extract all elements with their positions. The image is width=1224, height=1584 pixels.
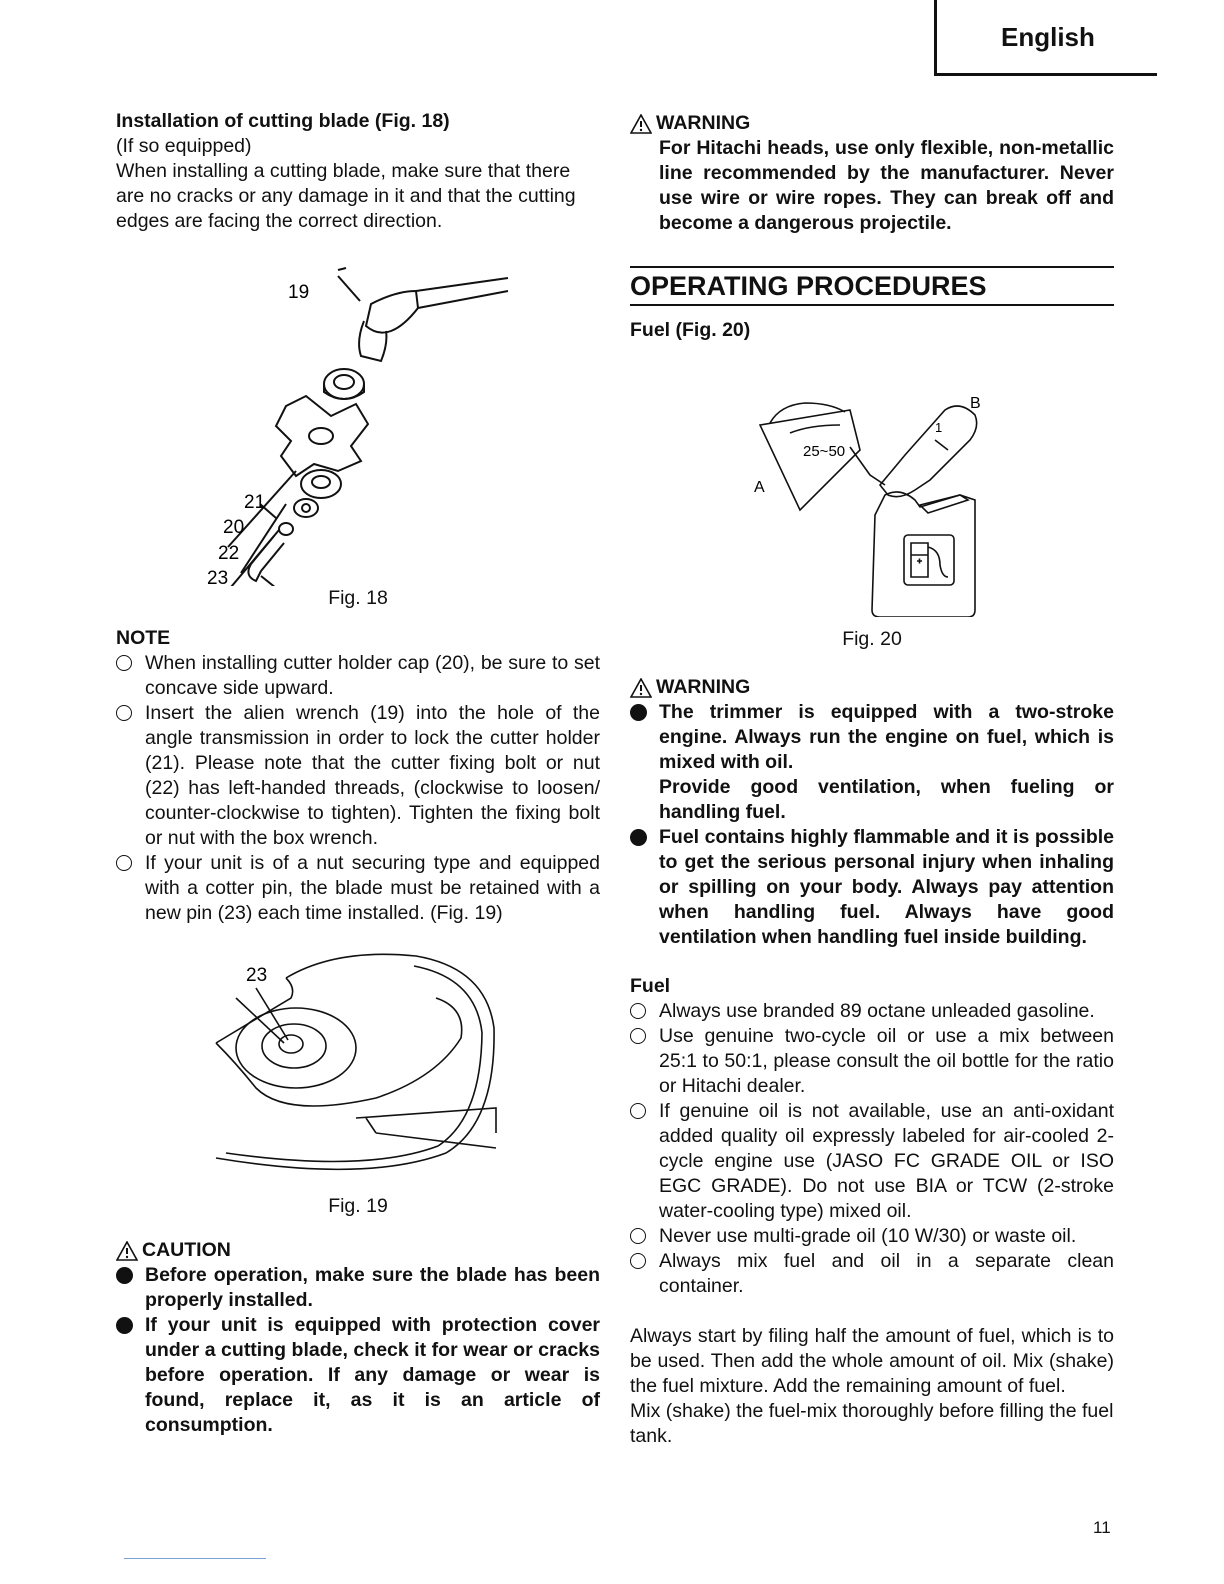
note-item: If your unit is of a nut securing type and equipped with a cotter pin, the blade must be retained with a new pin (23) each time installed. (Fig. 19) [116, 851, 600, 926]
warning1-text: For Hitachi heads, use only flexible, non-metallic line recommended by the manufacturer. Never use wire or wire ropes. They can break off and become a dangerous projectile. [659, 137, 1114, 234]
fig18-drawing [116, 246, 600, 586]
install-heading: Installation of cutting blade (Fig. 18) [116, 110, 450, 132]
warning2-list [630, 700, 1114, 950]
fig20-drawing [630, 355, 1114, 617]
fuel-list [630, 999, 1114, 1299]
figure-19 [116, 948, 600, 1224]
fig18-label-20: 20 [223, 517, 245, 538]
warning2-item: Fuel contains highly flammable and it is possible to get the serious personal injury when inhaling or spilling on your body. Always pay attention when handling fuel. Always have good ventilation when handling fuel inside building. [630, 825, 1114, 950]
note-heading: NOTE [116, 627, 171, 649]
fig18-label-23: 23 [207, 568, 229, 586]
note-item: Insert the alien wrench (19) into the hole of the angle transmission in order to lock the cutter holder (21). Please note that the cutter fixing bolt or nut (22) has left-handed threads, (clockwise to loosen/ counter-clockwise to tighten). Tighten the fixing bolt or nut with the box wrench. [116, 701, 600, 851]
fig20-bottle-label: 1 [935, 420, 943, 435]
language-label: English [1001, 22, 1095, 52]
fuel-item: If genuine oil is not available, use an anti-oxidant added quality oil expressly labeled for air-cooled 2-cycle engine use (JASO FC GRADE OIL or ISO EGC GRADE). Do not use BIA or TCW (2-stroke water-cooling type) mixed oil. [630, 1099, 1114, 1224]
fig18-label-19: 19 [288, 282, 310, 303]
fig18-label-21: 21 [244, 492, 266, 513]
circle-bullet-icon [630, 1028, 646, 1044]
circle-bullet-icon [116, 655, 132, 671]
warning2-item: The trimmer is equipped with a two-stroke engine. Always run the engine on fuel, which is mixed with oil. Provide good ventilation, when fueling or handling fuel. [630, 700, 1114, 825]
circle-bullet-icon [630, 1103, 646, 1119]
fig20-ratio-label: 25~50 [803, 443, 846, 460]
filled-bullet-icon [630, 704, 647, 721]
circle-bullet-icon [116, 705, 132, 721]
install-sub: (If so equipped) [116, 135, 252, 157]
section-title: OPERATING PROCEDURES [630, 266, 1114, 306]
bottom-rule [124, 1558, 266, 1559]
caution-item: Before operation, make sure the blade has been properly installed. [116, 1263, 600, 1313]
warning1-heading-row [630, 111, 1114, 136]
caution-item: If your unit is equipped with protection cover under a cutting blade, check it for wear or cracks before operation. If any damage or wear is found, replace it, as it is an article of consumption. [116, 1313, 600, 1438]
caution-heading-row [116, 1238, 600, 1263]
fuel-item: Use genuine two-cycle oil or use a mix between 25:1 to 50:1, please consult the oil bottle for the ratio or Hitachi dealer. [630, 1024, 1114, 1099]
fuel-item: Never use multi-grade oil (10 W/30) or waste oil. [630, 1224, 1114, 1249]
fig18-caption: Fig. 18 [328, 587, 388, 609]
fuel-heading: Fuel [630, 975, 671, 997]
note-list [116, 651, 600, 926]
fuel-item: Always use branded 89 octane unleaded gasoline. [630, 999, 1114, 1024]
fuel-fig-heading: Fuel (Fig. 20) [630, 319, 751, 341]
warning-triangle-icon [630, 678, 652, 698]
fig19-drawing [116, 948, 600, 1198]
warning2-heading: WARNING [656, 676, 751, 698]
warning-triangle-icon [116, 1241, 138, 1261]
warning2-heading-row [630, 675, 1114, 700]
filled-bullet-icon [116, 1267, 133, 1284]
fig20-label-a: A [754, 479, 765, 496]
fuel-paragraph-2: Mix (shake) the fuel-mix thoroughly before filling the fuel tank. [630, 1400, 1114, 1447]
warning1-heading: WARNING [656, 112, 751, 134]
fig20-label-b: B [970, 395, 981, 412]
fig19-caption: Fig. 19 [328, 1195, 388, 1217]
fuel-item: Always mix fuel and oil in a separate clean container. [630, 1249, 1114, 1299]
circle-bullet-icon [116, 855, 132, 871]
language-tab [934, 0, 1157, 76]
filled-bullet-icon [630, 829, 647, 846]
right-column [630, 111, 1114, 1449]
install-text: When installing a cutting blade, make sure that there are no cracks or any damage in it and that the cutting edges are facing the correct direction. [116, 160, 576, 232]
fig19-label-23: 23 [246, 965, 268, 986]
fuel-paragraph-1: Always start by filing half the amount of fuel, which is to be used. Then add the whole amount of oil. Mix (shake) the fuel mixture. Add the remaining amount of fuel. [630, 1325, 1114, 1397]
note-item: When installing cutter holder cap (20), be sure to set concave side upward. [116, 651, 600, 701]
figure-18 [116, 246, 600, 612]
left-column [116, 109, 600, 1438]
filled-bullet-icon [116, 1317, 133, 1334]
circle-bullet-icon [630, 1253, 646, 1269]
fig20-caption: Fig. 20 [842, 628, 902, 650]
warning-triangle-icon [630, 114, 652, 134]
fig18-label-22: 22 [218, 543, 240, 564]
figure-20 [630, 355, 1114, 651]
circle-bullet-icon [630, 1003, 646, 1019]
caution-list [116, 1263, 600, 1438]
page-number: 11 [1093, 1518, 1111, 1537]
circle-bullet-icon [630, 1228, 646, 1244]
caution-heading: CAUTION [142, 1239, 231, 1261]
